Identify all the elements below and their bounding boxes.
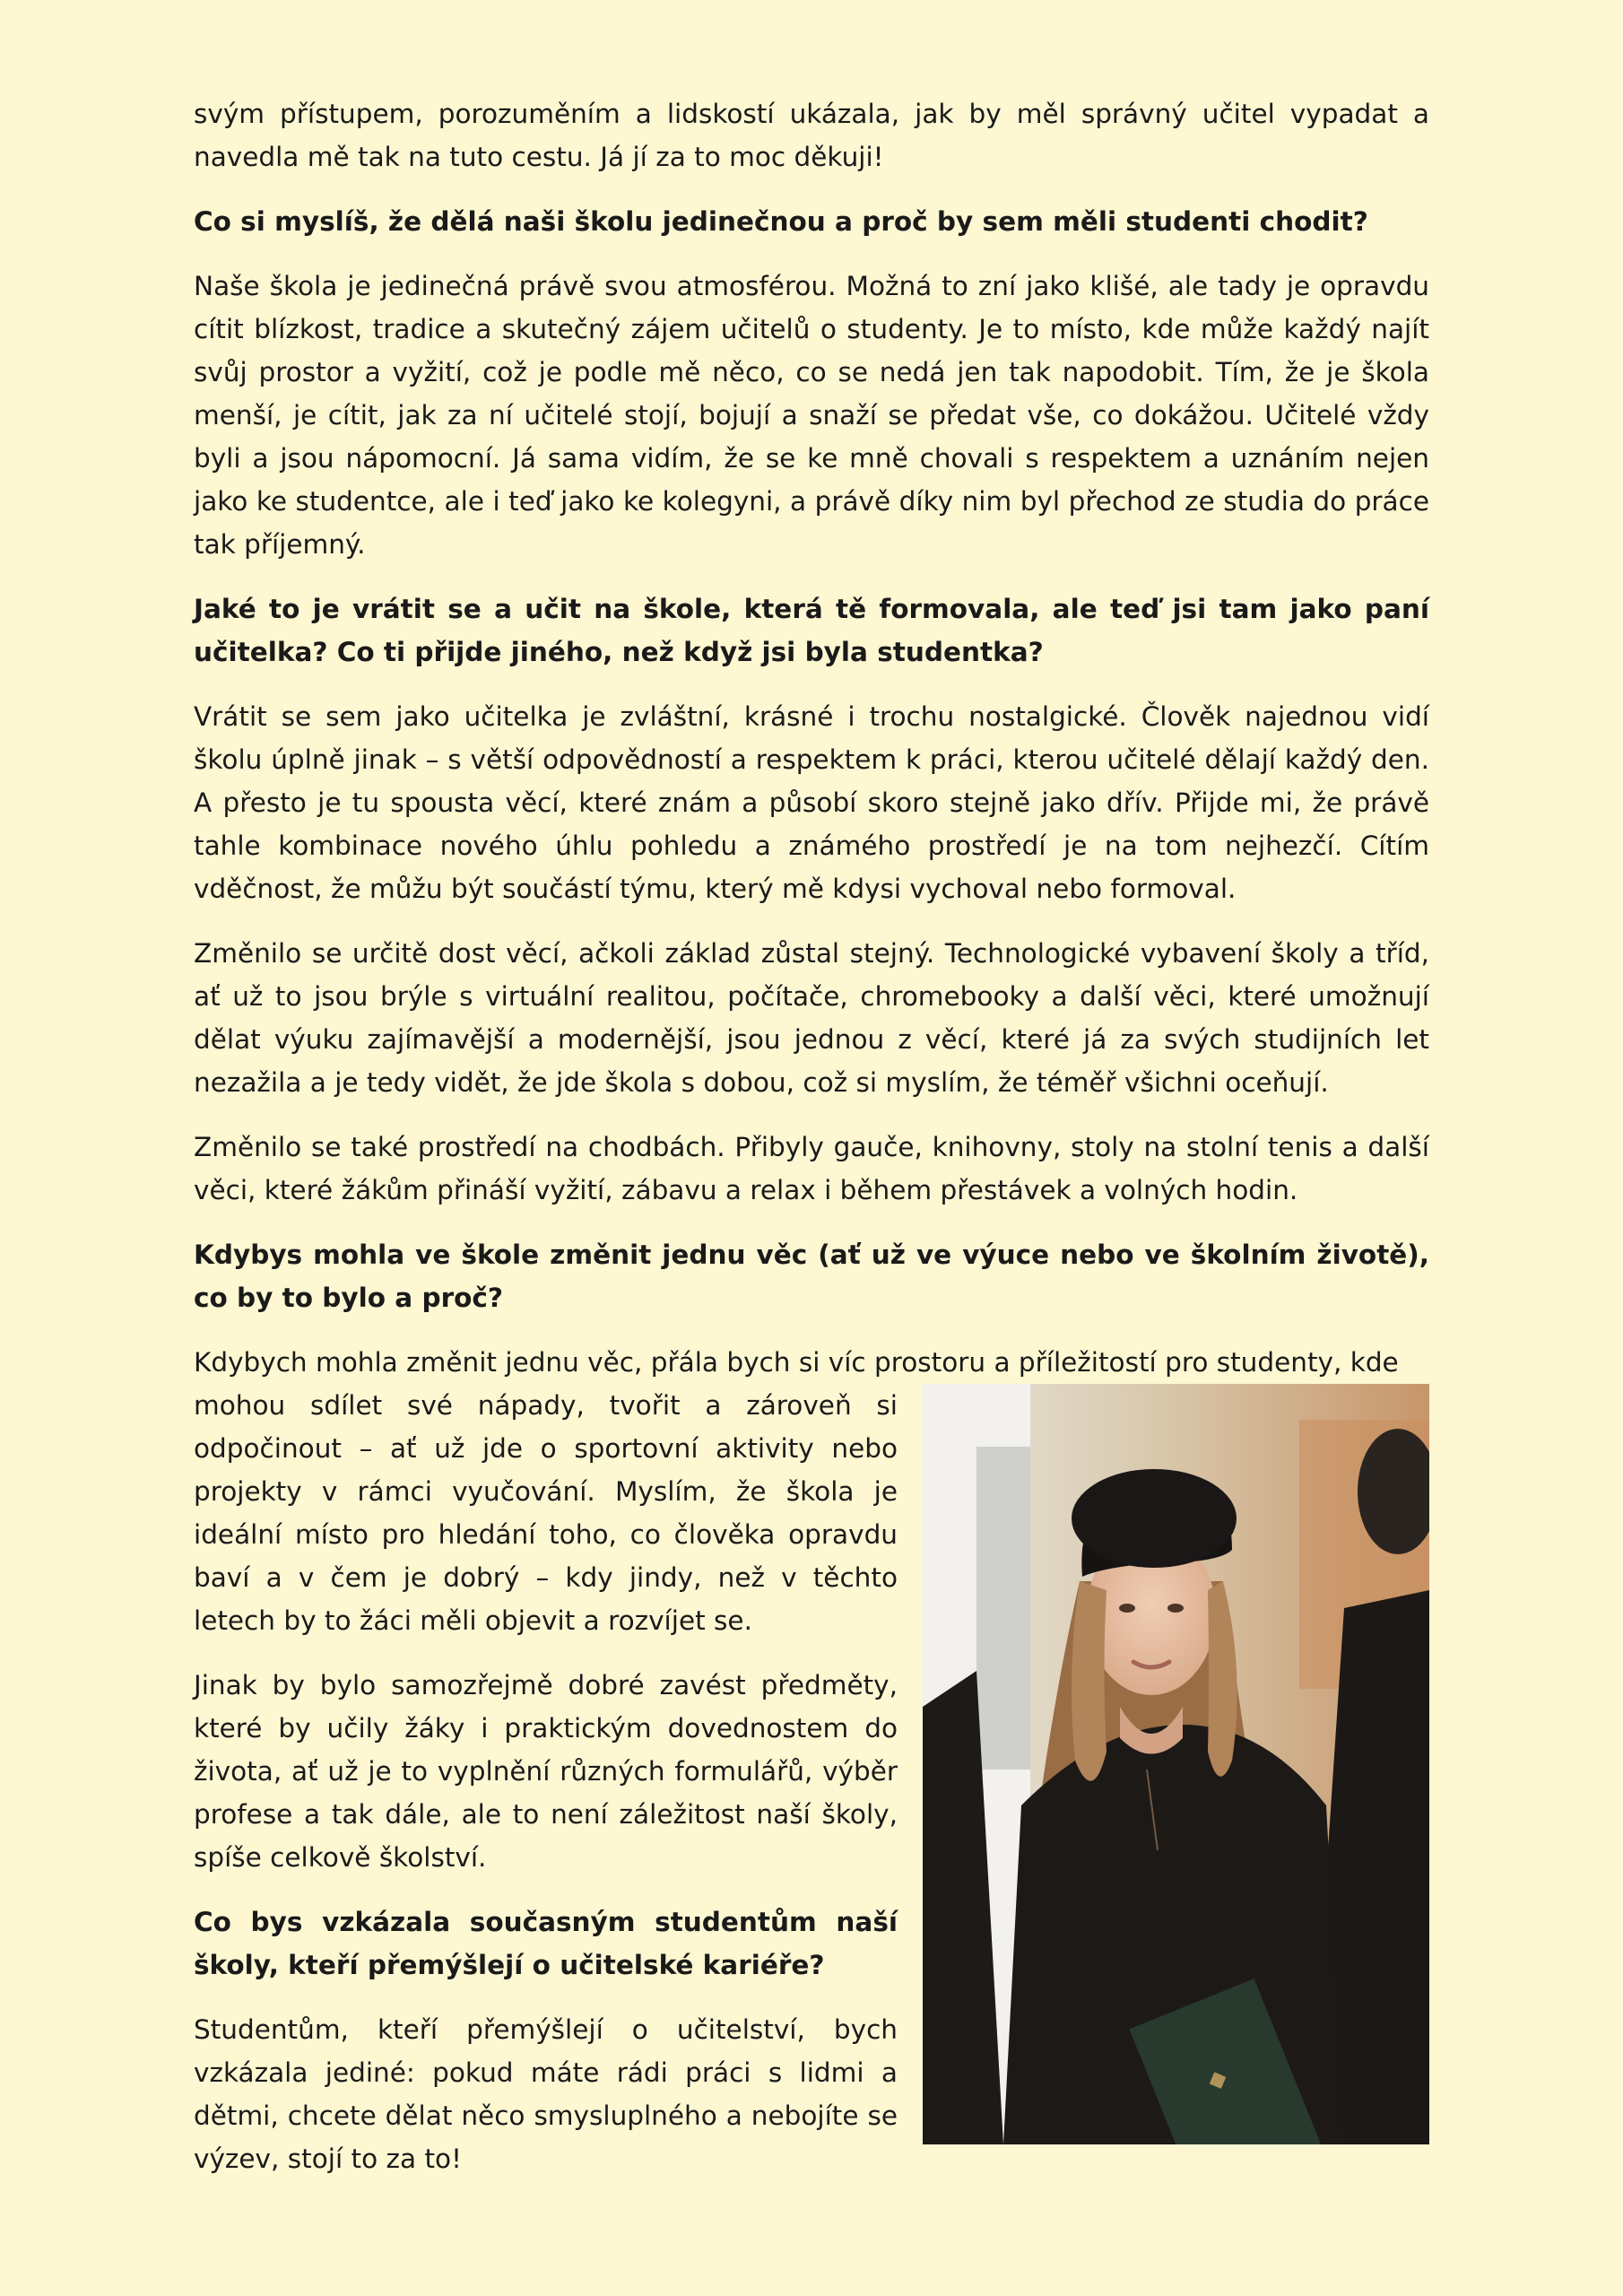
answer-paragraph: Naše škola je jedinečná právě svou atmosférou. Možná to zní jako klišé, ale tady je opravdu cítit blízkost, tradice a skutečný zájem učitelů o studenty. Je to místo, kde může každý najít svůj prostor a vyžití, což je podle mě něco, co se nedá jen tak napodobit. Tím, že je škola menší, je cítit, jak za ní učitelé stojí, bojují a snaží se předat vše, co dokážou. Učitelé vždy byli a jsou nápomocní. Já sama vidím, že se ke mně chovali s respektem a uznáním nejen jako ke studentce, ale i teď jako ke kolegyni, a právě díky nim byl přechod ze studia do práce tak příjemný. xyxy=(194,271,1429,560)
question-heading: Kdybys mohla ve škole změnit jednu věc (ať už ve výuce nebo ve školním životě), co by to bylo a proč? xyxy=(194,1239,1429,1313)
question-heading: Jaké to je vrátit se a učit na škole, která tě formovala, ale teď jsi tam jako paní učitelka? Co ti přijde jiného, než když jsi byla studentka? xyxy=(194,594,1429,667)
question-heading: Co si myslíš, že dělá naši školu jedinečnou a proč by sem měli studenti chodit? xyxy=(194,206,1368,237)
answer-paragraph: Vrátit se sem jako učitelka je zvláštní, krásné i trochu nostalgické. Člověk najednou vidí školu úplně jinak – s větší odpovědností a respektem k práci, kterou učitelé dělají každý den. A přesto je tu spousta věcí, které znám a působí skoro stejně jako dřív. Přijde mi, že právě tahle kombinace nového úhlu pohledu a známého prostředí je na tom nejhezčí. Cítím vděčnost, že můžu být součástí týmu, který mě kdysi vychoval nebo formoval. xyxy=(194,701,1429,904)
intro-paragraph: svým přístupem, porozuměním a lidskostí ukázala, jak by měl správný učitel vypadat a navedla mě tak na tuto cestu. Já jí za to moc děkuji! xyxy=(194,99,1429,172)
teacher-portrait-photo xyxy=(923,1384,1429,2144)
question-heading: Co bys vzkázala současným studentům naší školy, kteří přemýšlejí o učitelské kariéře? xyxy=(194,1907,898,1980)
answer-paragraph: Jinak by bylo samozřejmě dobré zavést předměty, které by učily žáky i praktickým dovednostem do života, ať už je to vyplnění různých formulářů, výběr profese a tak dále, ale to není záležitost naší školy, spíše celkově školství. xyxy=(194,1670,898,1873)
answer-paragraph: Změnilo se také prostředí na chodbách. Přibyly gauče, knihovny, stoly na stolní tenis a další věci, které žákům přináší vyžití, zábavu a relax i během přestávek a volných hodin. xyxy=(194,1132,1429,1205)
answer-paragraph: Změnilo se určitě dost věcí, ačkoli základ zůstal stejný. Technologické vybavení školy a tříd, ať už to jsou brýle s virtuální realitou, počítače, chromebooky a další věci, které umožnují dělat výuku zajímavější a modernější, jsou jednou z věcí, které já za svých studijních let nezažila a je tedy vidět, že jde škola s dobou, což si myslím, že téměř všichni oceňují. xyxy=(194,938,1429,1098)
answer-paragraph: mohou sdílet své nápady, tvořit a zároveň si odpočinout – ať už jde o sportovní aktivity nebo projekty v rámci vyučování. Myslím, že škola je ideální místo pro hledání toho, co člověka opravdu baví a v čem je dobrý – kdy jindy, než v těchto letech by to žáci měli objevit a rozvíjet se. xyxy=(194,1390,898,1636)
answer-paragraph-lead: Kdybych mohla změnit jednu věc, přála bych si víc prostoru a příležitostí pro studenty, kde xyxy=(194,1347,1399,1378)
article-body xyxy=(194,92,1429,2202)
answer-paragraph: Studentům, kteří přemýšlejí o učitelství, bych vzkázala jediné: pokud máte rádi práci s lidmi a dětmi, chcete dělat něco smysluplného a nebojíte se výzev, stojí to za to! xyxy=(194,2014,898,2174)
